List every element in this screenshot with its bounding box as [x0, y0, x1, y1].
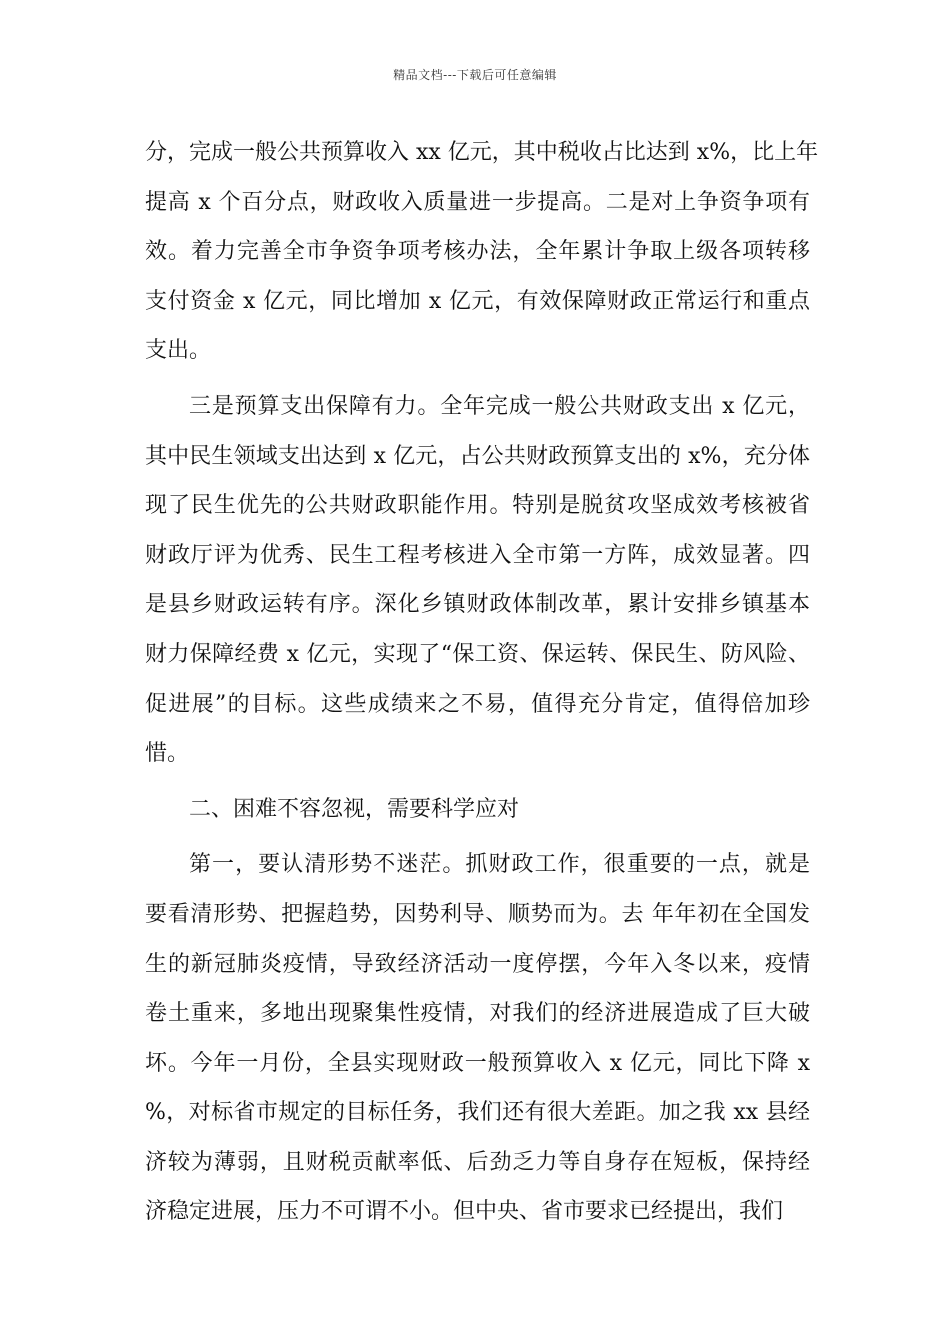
text-line: 促进展”的目标。这些成绩来之不易，值得充分肯定，值得倍加珍	[145, 691, 810, 717]
text-line: 提高 x 个百分点，财政收入质量进一步提高。二是对上争资争项有	[145, 189, 810, 215]
text-line: 济较为薄弱，且财税贡献率低、后劲乏力等自身存在短板，保持经	[145, 1149, 810, 1175]
text-line: 支付资金 x 亿元，同比增加 x 亿元，有效保障财政正常运行和重点	[145, 288, 810, 314]
text-line: 现了民生优先的公共财政职能作用。特别是脱贫攻坚成效考核被省	[145, 493, 810, 519]
text-line: 二、困难不容忽视，需要科学应对	[189, 796, 520, 822]
paragraph	[145, 840, 810, 1237]
text-line: 财力保障经费 x 亿元，实现了“保工资、保运转、保民生、防风险、	[145, 641, 810, 667]
paragraph	[145, 785, 810, 835]
text-line: 其中民生领域支出达到 x 亿元，占公共财政预算支出的 x%，充分体	[145, 443, 810, 469]
document-body	[145, 128, 819, 1237]
paragraph	[145, 382, 810, 779]
text-line: 支出。	[145, 338, 212, 364]
page-header: 精品文档---下载后可任意编辑	[393, 68, 557, 82]
text-line: 是县乡财政运转有序。深化乡镇财政体制改革，累计安排乡镇基本	[145, 592, 810, 618]
text-line: %，对标省市规定的目标任务，我们还有很大差距。加之我 xx 县经	[145, 1100, 810, 1126]
text-line: 第一，要认清形势不迷茫。抓财政工作，很重要的一点，就是	[189, 852, 810, 878]
text-line: 卷土重来，多地出现聚集性疫情，对我们的经济进展造成了巨大破	[145, 1001, 810, 1027]
text-line: 坏。今年一月份，全县实现财政一般预算收入 x 亿元，同比下降 x	[145, 1050, 810, 1076]
text-line: 财政厅评为优秀、民生工程考核进入全市第一方阵，成效显著。四	[145, 542, 810, 568]
text-line: 分，完成一般公共预算收入 xx 亿元，其中税收占比达到 x%，比上年	[145, 140, 819, 165]
text-line: 生的新冠肺炎疫情，导致经济活动一度停摆，今年入冬以来，疫情	[145, 951, 810, 977]
text-line: 要看清形势、把握趋势，因势利导、顺势而为。去 年年初在全国发	[145, 901, 810, 927]
text-line: 三是预算支出保障有力。全年完成一般公共财政支出 x 亿元，	[189, 393, 810, 419]
text-line: 济稳定进展，压力不可谓不小。但中央、省市要求已经提出，我们	[145, 1199, 784, 1225]
text-line: 效。着力完善全市争资争项考核办法，全年累计争取上级各项转移	[145, 239, 810, 265]
paragraph	[145, 128, 819, 376]
text-line: 惜。	[145, 741, 190, 767]
